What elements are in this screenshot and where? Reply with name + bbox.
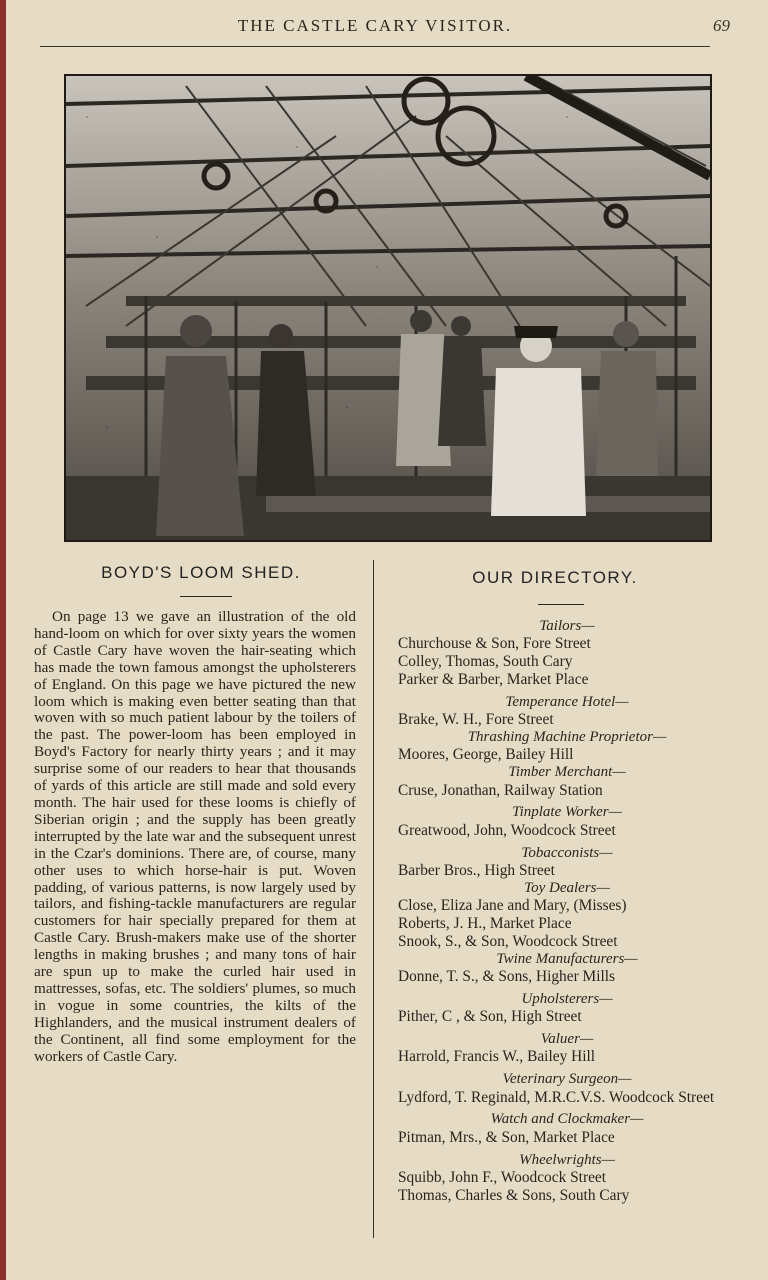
directory-section bbox=[392, 764, 722, 799]
running-title: THE CASTLE CARY VISITOR. bbox=[237, 16, 513, 35]
directory-entry: Lydford, T. Reginald, M.R.C.V.S. Woodcock Street bbox=[398, 1088, 715, 1106]
directory-category: Upholsterers— bbox=[521, 990, 613, 1007]
directory-entry: Greatwood, John, Woodcock Street bbox=[398, 821, 616, 839]
directory-category: Valuer— bbox=[540, 1031, 594, 1048]
directory-section bbox=[392, 1071, 722, 1106]
article-heading: BOYD'S LOOM SHED. bbox=[101, 563, 301, 582]
column-divider bbox=[373, 560, 374, 1238]
directory-section bbox=[392, 694, 722, 729]
directory-entry: Roberts, J. H., Market Place bbox=[398, 915, 572, 933]
directory-entry: Parker & Barber, Market Place bbox=[398, 671, 589, 688]
directory-section bbox=[392, 729, 722, 764]
directory-entry: Squibb, John F., Woodcock Street bbox=[398, 1169, 607, 1187]
directory-category: Toy Dealers— bbox=[524, 879, 610, 896]
directory-entry: Harrold, Francis W., Bailey Hill bbox=[398, 1048, 596, 1066]
directory-section bbox=[392, 880, 722, 951]
page-number: 69 bbox=[713, 16, 730, 35]
directory-category: Tobacconists— bbox=[521, 844, 613, 861]
heading-rule bbox=[538, 604, 584, 605]
directory-section bbox=[392, 1111, 722, 1146]
directory-category: Tinplate Worker— bbox=[512, 804, 622, 821]
directory-entry: Thomas, Charles & Sons, South Cary bbox=[398, 1186, 630, 1204]
heading-rule bbox=[180, 596, 232, 597]
directory-section bbox=[392, 618, 722, 689]
page-header bbox=[40, 12, 730, 47]
directory-category: Wheelwrights— bbox=[519, 1151, 615, 1168]
directory-entry: Cruse, Jonathan, Railway Station bbox=[398, 781, 603, 799]
directory-section bbox=[392, 991, 722, 1026]
directory-entry: Pitman, Mrs., & Son, Market Place bbox=[398, 1128, 615, 1146]
page-edge bbox=[0, 0, 6, 1280]
directory-entry: Pither, C , & Son, High Street bbox=[398, 1008, 582, 1026]
directory-category: Veterinary Surgeon— bbox=[502, 1071, 632, 1088]
directory-entry: Donne, T. S., & Sons, Higher Mills bbox=[398, 968, 616, 986]
directory-category: Temperance Hotel— bbox=[505, 693, 629, 710]
directory-section bbox=[392, 1031, 722, 1066]
directory-section bbox=[392, 951, 722, 986]
directory-entry: Moores, George, Bailey Hill bbox=[398, 746, 574, 764]
directory-category: Thrashing Machine Proprietor— bbox=[467, 729, 667, 745]
directory-entry: Barber Bros., High Street bbox=[398, 862, 555, 880]
article-paragraph: On page 13 we gave an illustration of the old hand-loom on which for over sixty years the women of Castle Cary have woven the hair-seating which has made the town famous amongst the upholsterers of England. On this page we have pictured the new loom which is making even better seating than that woven with so much patient labour by the toilers of the past. The power-loom has been employed in Boyd's Factory for nearly thirty years ; and it may surprise some of our readers to hear that thousands of yards of this article are still made and sold every month. The hair used for these looms is chiefly of Siberian origin ; and the supply has been greatly interrupted by the late war and the subsequent unrest in the Czar's dominions. There are, of course, many other uses to which horse-hair is put. Woven padding, of various patterns, is now largely used by tailors, and fishing-tackle manufacturers are regular customers for hair specially prepared for them at Castle Cary. Brush-makers make use of the shorter lengths in making brushes ; and many tons of hair are spun up to make the curled hair used in mattresses, sofas, etc. The soldiers' plumes, so much in vogue in some countries, the kilts of the Highlanders, and the musical instrument dealers of the Continent, all find some employment for the workers of Castle Cary. bbox=[34, 608, 356, 1065]
directory-category: Timber Merchant— bbox=[508, 764, 626, 781]
directory-category: Tailors— bbox=[539, 618, 595, 634]
directory-section bbox=[392, 845, 722, 880]
directory-heading: OUR DIRECTORY. bbox=[472, 568, 638, 587]
directory-category: Watch and Clockmaker— bbox=[490, 1111, 644, 1128]
directory-entry: Brake, W. H., Fore Street bbox=[398, 711, 554, 729]
loom-shed-photo bbox=[64, 74, 712, 542]
directory-section bbox=[392, 804, 722, 839]
article-body bbox=[34, 609, 356, 1065]
directory-entry: Colley, Thomas, South Cary bbox=[398, 653, 573, 671]
directory-entry: Churchouse & Son, Fore Street bbox=[398, 635, 591, 653]
directory-entry: Snook, S., & Son, Woodcock Street bbox=[398, 932, 618, 950]
directory-list bbox=[392, 618, 722, 1205]
directory-section bbox=[392, 1152, 722, 1205]
directory-entry: Close, Eliza Jane and Mary, (Misses) bbox=[398, 897, 627, 915]
photo-illustration bbox=[66, 76, 710, 540]
directory-category: Twine Manufacturers— bbox=[496, 950, 638, 967]
